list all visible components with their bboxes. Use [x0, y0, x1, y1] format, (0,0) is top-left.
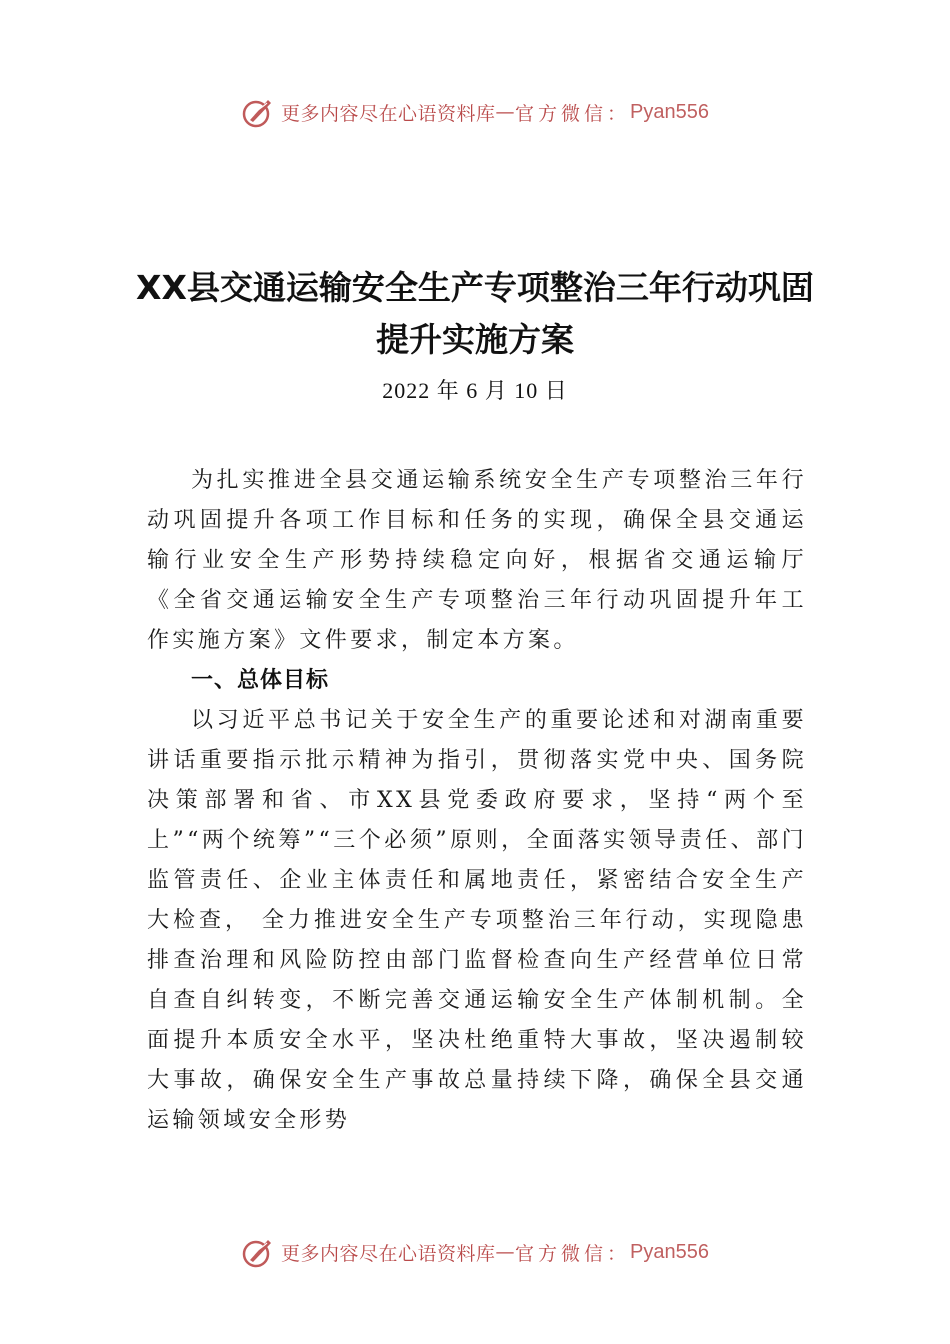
document-title: XX县交通运输安全生产专项整治三年行动巩固提升实施方案 — [136, 268, 814, 359]
document-date: 2022 年 6 月 10 日 — [382, 378, 568, 403]
intro-paragraph: 为扎实推进全县交通运输系统安全生产专项整治三年行动巩固提升各项工作目标和任务的实现，确保全县交通运输行业安全生产形势持续稳定向好，根据省交通运输厅《全省交通运输安全生产专项整治三年行动巩固提升年工作实施方案》文件要求，制定本方案。 — [147, 468, 807, 653]
wechat-handle: Pyan556 — [630, 1240, 709, 1263]
section-heading: 一、总体目标 — [191, 668, 330, 693]
wechat-handle: Pyan556 — [630, 100, 709, 123]
section-paragraph: 以习近平总书记关于安全生产的重要论述和对湖南重要讲话重要指示批示精神为指引，贯彻落实党中央、国务院决策部署和省、市XX县党委政府要求，坚持“两个至上”“两个统筹”“三个必须”原则，全面落实领导责任、部门监管责任、企业主体责任和属地责任，紧密结合安全生产大检查， 全力推进安全生产专项整治三年行动，实现隐患排查治理和风险防控由部门监督检查向生产经营单位日常自查自纠转变，不断完善交通运输安全生产体制机制。全面提升本质安全水平，坚决杜绝重特大事故，坚决遏制较大事故，确保安全生产事故总量持续下降，确保全县交通运输领域安全形势 — [147, 708, 807, 1133]
quill-pen-logo-icon — [241, 1235, 275, 1269]
footer-banner — [0, 1232, 950, 1272]
wechat-label: 官方微信： — [515, 102, 631, 125]
promo-text: 更多内容尽在心语资料库 — [281, 1242, 496, 1265]
header-banner — [0, 92, 950, 132]
promo-separator: — — [495, 1241, 516, 1263]
quill-pen-logo-icon — [241, 95, 275, 129]
document-body — [147, 461, 807, 1141]
promo-text: 更多内容尽在心语资料库 — [281, 102, 496, 125]
promo-separator: — — [495, 101, 516, 123]
wechat-label: 官方微信： — [515, 1242, 631, 1265]
